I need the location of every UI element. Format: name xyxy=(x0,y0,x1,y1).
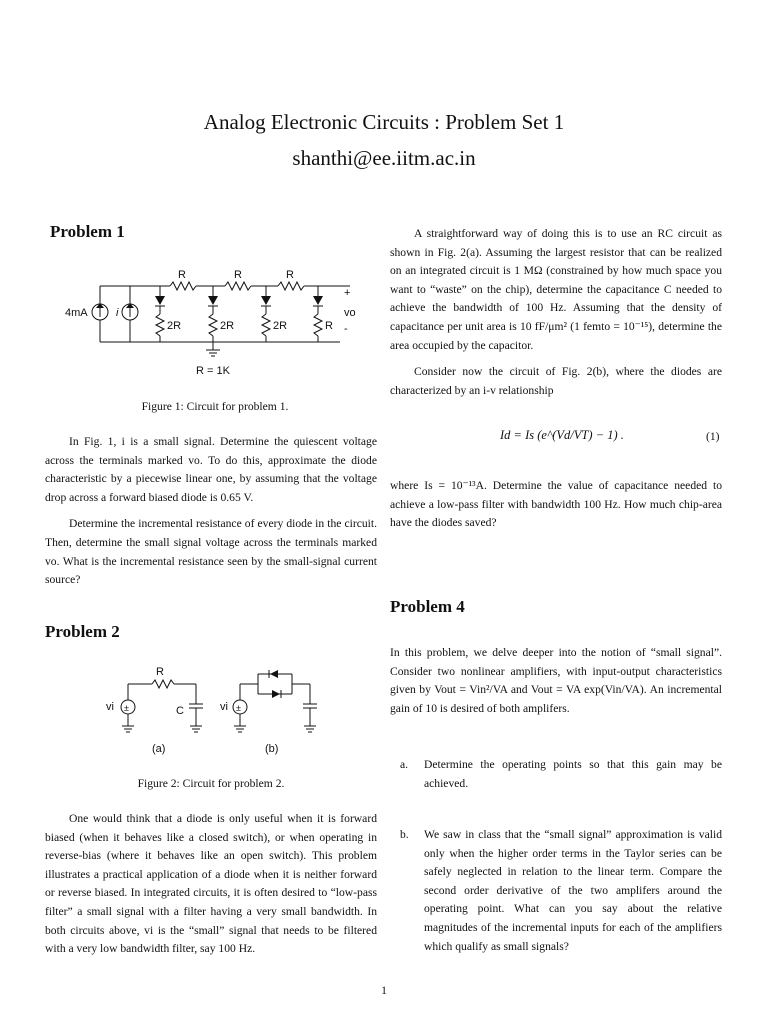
problem-4-body xyxy=(390,644,722,718)
figure-1-caption: Figure 1: Circuit for problem 1. xyxy=(141,400,289,413)
document-title: Analog Electronic Circuits : Problem Set 1 xyxy=(203,110,565,134)
fig2b-source-label: vi xyxy=(220,701,228,713)
item-b-text: We saw in class that the “small signal” approximation is valid only when the higher order terms in the Taylor series can be safely neglected in relation to the linear term. Compare the second order derivative of the two amplifers around the operating point. What can you say about the relative magnitudes of the incremental inputs for each of the amplifiers which qualify as small signals? xyxy=(424,828,722,953)
resistor-label-2r-3: 2R xyxy=(273,320,288,332)
resistor-label-2r-2: 2R xyxy=(220,320,235,332)
source-label-4ma: 4mA xyxy=(65,307,88,319)
author-email: shanthi@ee.iitm.ac.in xyxy=(292,146,476,170)
rc-filter-paragraph: A straightforward way of doing this is to use an RC circuit as shown in Fig. 2(a). Assuming the largest resistor that can be realized on an integrated circuit is 1 MΩ (constrained by how much space you want to “waste” on the chip), determine the capacitance C needed to achieve the bandwidth of 100 Hz. Assuming that the density of capacitance per unit area is 10 fF/μm² (1 femto = 10⁻¹⁵), determine the area occupied by the capacitor. xyxy=(390,227,722,352)
fig2-sublabel-a: (a) xyxy=(152,743,166,755)
problem-4-heading: Problem 4 xyxy=(390,597,465,616)
problem-2-body xyxy=(45,810,377,959)
diode-followup-body xyxy=(390,477,722,533)
problem-4-item-a xyxy=(400,756,722,793)
terminal-vo: vo xyxy=(344,307,356,319)
fig2a-source-label: vi xyxy=(106,701,114,713)
problem-1-paragraph-1: In Fig. 1, i is a small signal. Determine the quiescent voltage across the terminals marked vo. To do this, approximate the diode characteristic by a piecewise linear one, by assuming that the voltage drop across a forward biased diode is 0.65 V. xyxy=(45,435,377,504)
terminal-minus: - xyxy=(344,323,348,335)
resistor-label-r-last: R xyxy=(325,320,333,332)
diode-circuit-paragraph: Consider now the circuit of Fig. 2(b), where the diodes are characterized by an i-v relationship xyxy=(390,365,722,397)
figure-1-circuit xyxy=(60,262,370,377)
equation-number: (1) xyxy=(706,430,720,443)
item-b-label: b. xyxy=(400,828,409,841)
fig2-sublabel-b: (b) xyxy=(265,743,279,755)
source-label-i: i xyxy=(116,307,119,319)
fig2-resistor-label: R xyxy=(156,666,164,678)
figure-2-caption: Figure 2: Circuit for problem 2. xyxy=(137,777,285,790)
diode-equation: Id = Is (e^(Vd/VT) − 1) . xyxy=(500,428,624,442)
resistor-label-r1: R xyxy=(178,269,186,281)
problem-2-heading: Problem 2 xyxy=(45,622,120,641)
terminal-plus: + xyxy=(344,287,351,299)
item-a-label: a. xyxy=(400,758,409,771)
problem-4-item-b xyxy=(400,826,722,956)
resistor-label-2r-1: 2R xyxy=(167,320,182,332)
diode-followup-paragraph: where Is = 10⁻¹³A. Determine the value of capacitance needed to achieve a low-pass filter with bandwidth 100 Hz. How much chip-area have the diodes saved? xyxy=(390,479,722,530)
problem-1-heading: Problem 1 xyxy=(50,222,125,241)
fig2a-capacitor-label: C xyxy=(176,705,184,717)
problem-4-intro: In this problem, we delve deeper into the notion of “small signal”. Consider two nonlinear amplifiers, with input-output characteristics given by Vout = Vin²/VA and Vout = VA exp(Vin/VA). An incremental gain of 10 is desired of both amplifers. xyxy=(390,646,722,715)
resistor-label-r2: R xyxy=(234,269,242,281)
problem-1-body xyxy=(45,433,377,590)
right-column-body xyxy=(390,225,722,400)
resistor-label-r3: R xyxy=(286,269,294,281)
page-number: 1 xyxy=(381,984,387,997)
item-a-text: Determine the operating points so that this gain may be achieved. xyxy=(424,758,722,790)
problem-2-paragraph-1: One would think that a diode is only useful when it is forward biased (when it behaves like a closed switch), or when operating in reverse-bias (where it behaves like an open switch). This problem illustrates a practical application of a diode when it is neither forward or reverse biased. In integrated circuits, it is often desired to “low-pass filter” a small signal with a filter having a very small bandwidth. In both circuits above, vi is the “small” signal that needs to be filtered with a very low bandwidth filter, say 100 Hz. xyxy=(45,812,377,956)
problem-1-paragraph-2: Determine the incremental resistance of every diode in the circuit. Then, determine the small signal voltage across the terminals marked vo. What is the incremental resistance seen by the small-signal current source? xyxy=(45,517,377,587)
resistor-value-note: R = 1K xyxy=(196,365,230,377)
svg-text:±: ± xyxy=(124,703,129,713)
figure-2-circuit xyxy=(100,662,340,757)
svg-text:±: ± xyxy=(236,703,241,713)
